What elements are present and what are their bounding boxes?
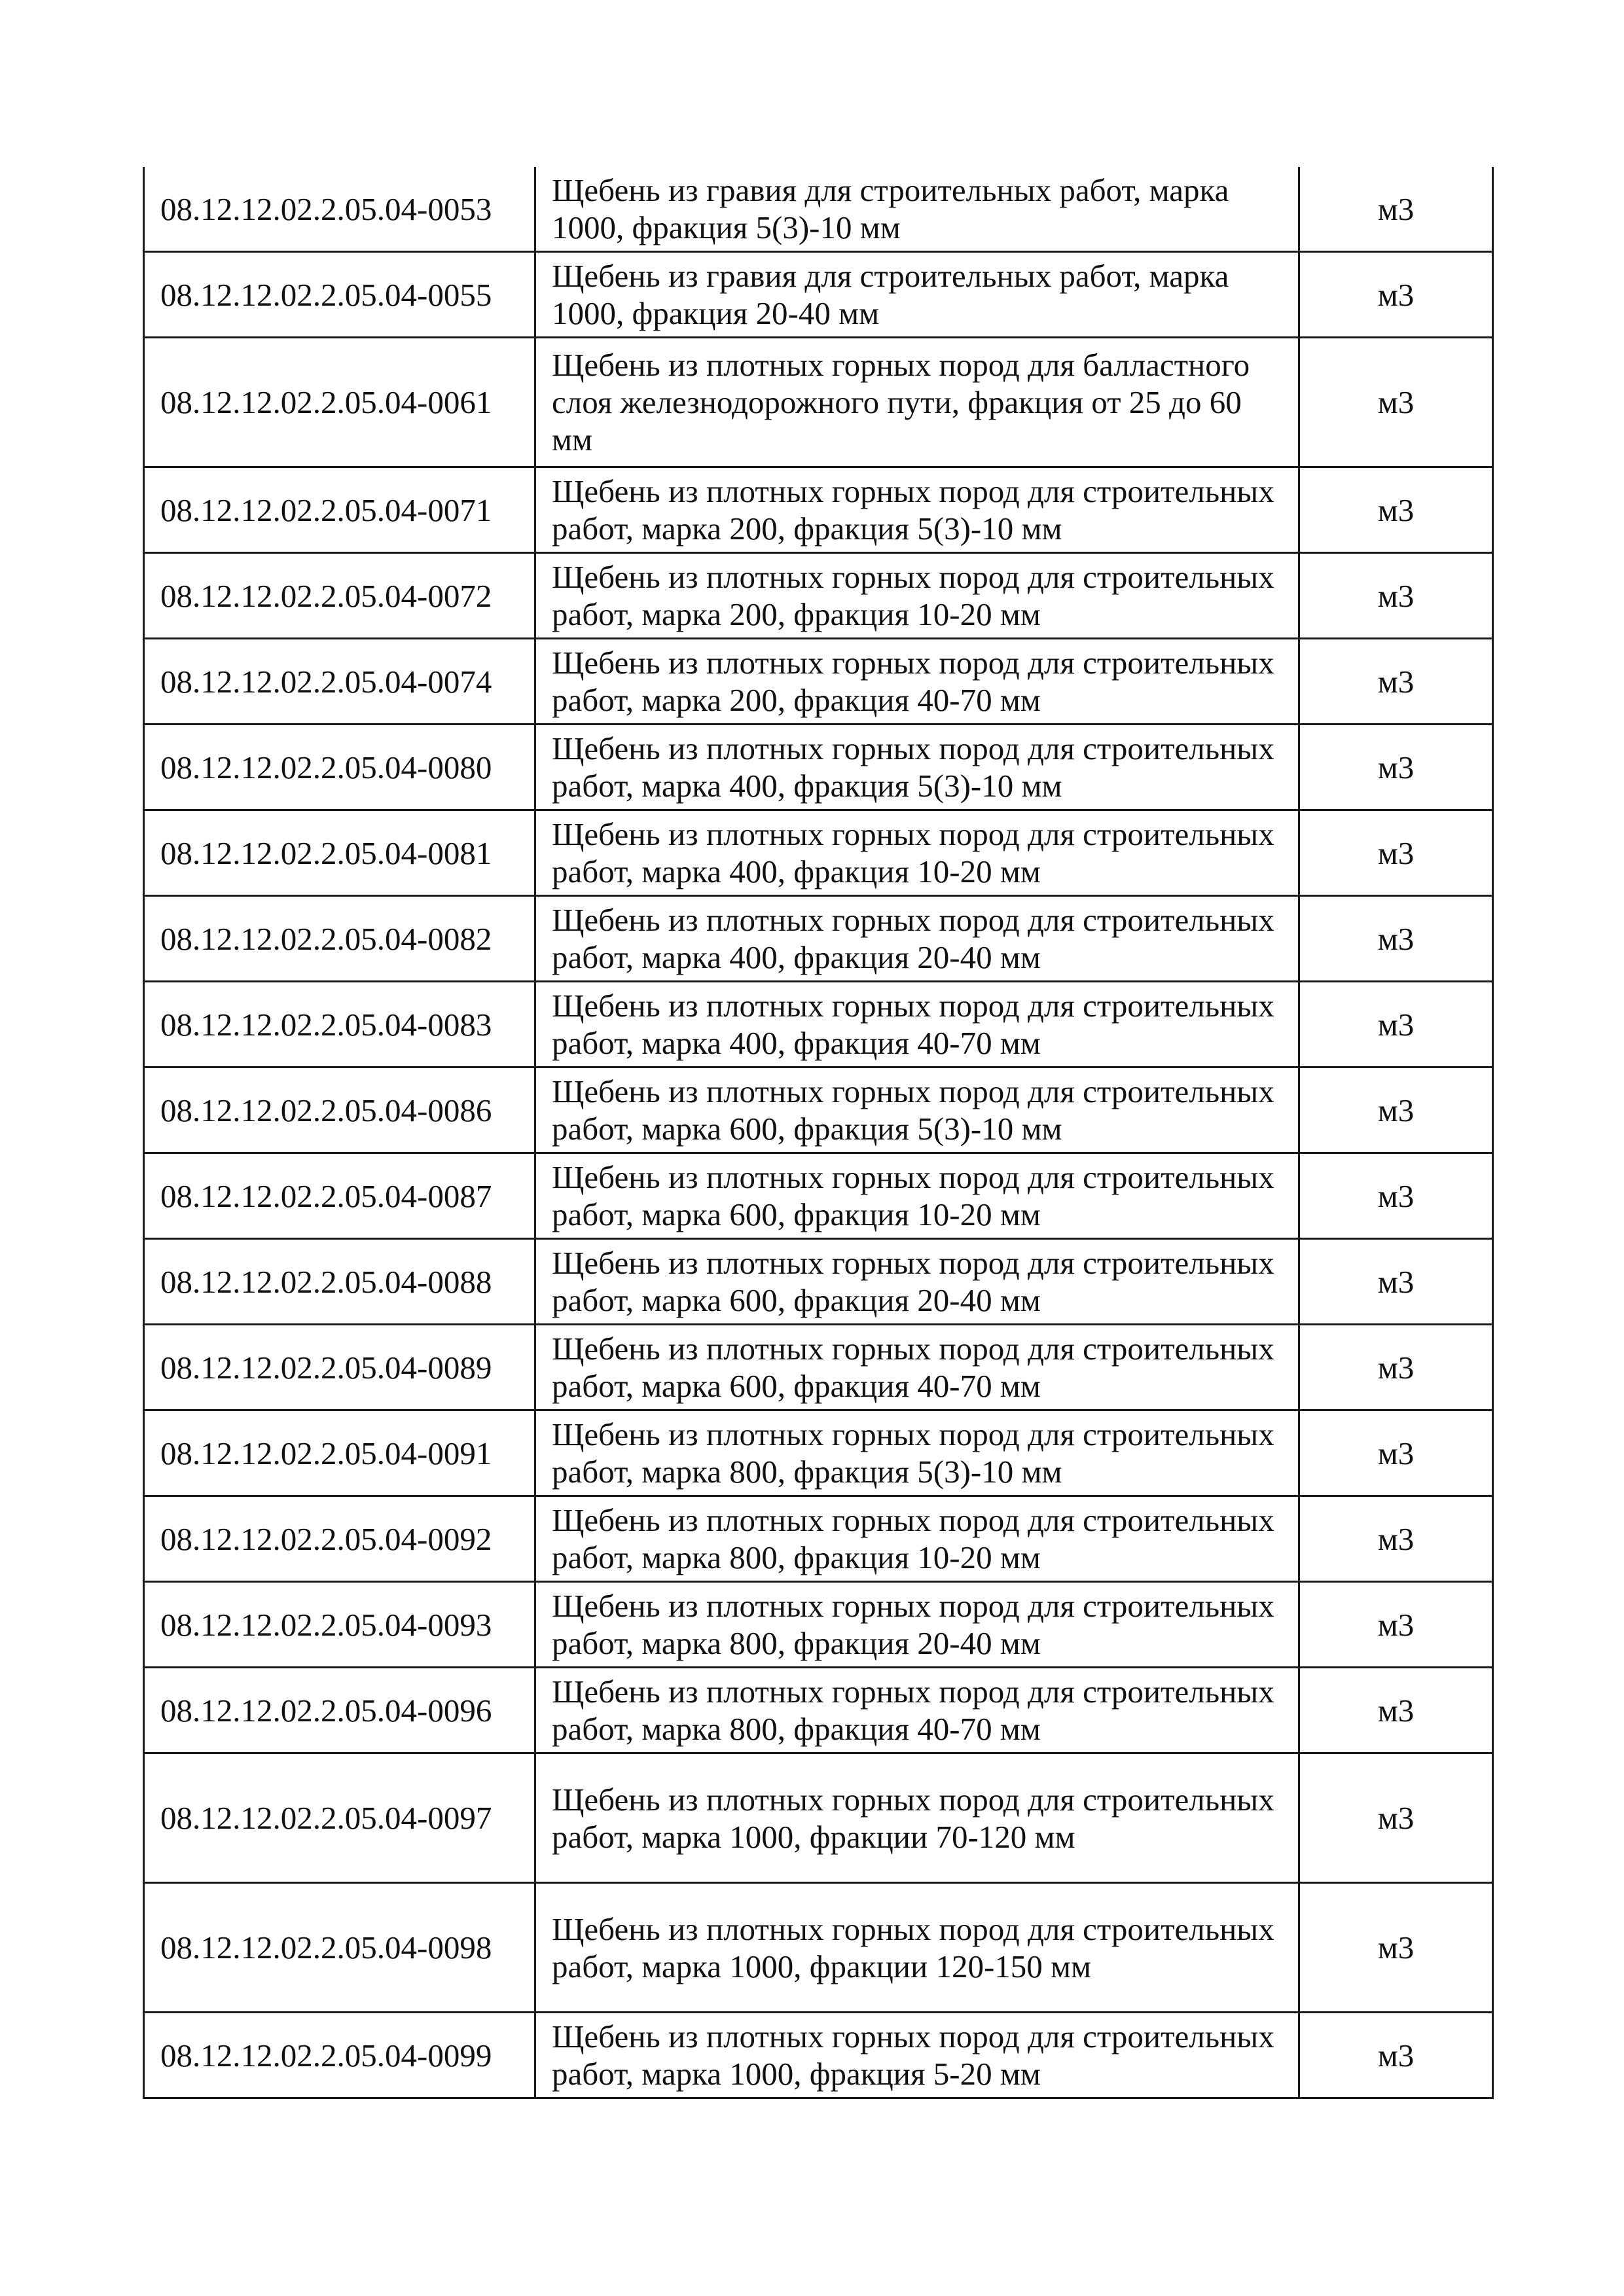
table-row xyxy=(144,810,1493,896)
description-cell: Щебень из плотных горных пород для строительных работ, марка 200, фракция 40-70 мм xyxy=(535,639,1299,725)
table-row xyxy=(144,1496,1493,1582)
description-cell: Щебень из плотных горных пород для строительных работ, марка 800, фракция 20-40 мм xyxy=(535,1582,1299,1668)
unit-cell: м3 xyxy=(1299,1753,1493,1883)
description-cell: Щебень из плотных горных пород для строительных работ, марка 1000, фракции 70-120 мм xyxy=(535,1753,1299,1883)
description-cell: Щебень из плотных горных пород для строительных работ, марка 1000, фракции 120-150 мм xyxy=(535,1883,1299,2013)
code-cell: 08.12.12.02.2.05.04-0081 xyxy=(144,810,535,896)
description-cell: Щебень из плотных горных пород для строительных работ, марка 800, фракция 10-20 мм xyxy=(535,1496,1299,1582)
unit-cell: м3 xyxy=(1299,252,1493,338)
unit-cell: м3 xyxy=(1299,553,1493,639)
unit-cell: м3 xyxy=(1299,1153,1493,1239)
table-row xyxy=(144,2013,1493,2098)
description-cell: Щебень из гравия для строительных работ, марка 1000, фракция 5(3)-10 мм xyxy=(535,167,1299,252)
materials-table-body xyxy=(144,167,1493,2098)
unit-cell: м3 xyxy=(1299,1668,1493,1753)
code-cell: 08.12.12.02.2.05.04-0074 xyxy=(144,639,535,725)
table-row xyxy=(144,1067,1493,1153)
unit-cell: м3 xyxy=(1299,1410,1493,1496)
code-cell: 08.12.12.02.2.05.04-0089 xyxy=(144,1325,535,1410)
table-row xyxy=(144,167,1493,252)
code-cell: 08.12.12.02.2.05.04-0053 xyxy=(144,167,535,252)
description-cell: Щебень из плотных горных пород для строительных работ, марка 400, фракция 40-70 мм xyxy=(535,982,1299,1067)
table-row xyxy=(144,1153,1493,1239)
table-row xyxy=(144,725,1493,810)
table-row xyxy=(144,1239,1493,1325)
unit-cell: м3 xyxy=(1299,725,1493,810)
table-row xyxy=(144,1582,1493,1668)
code-cell: 08.12.12.02.2.05.04-0088 xyxy=(144,1239,535,1325)
table-row xyxy=(144,1753,1493,1883)
code-cell: 08.12.12.02.2.05.04-0083 xyxy=(144,982,535,1067)
unit-cell: м3 xyxy=(1299,1883,1493,2013)
unit-cell: м3 xyxy=(1299,1496,1493,1582)
description-cell: Щебень из плотных горных пород для строительных работ, марка 600, фракция 20-40 мм xyxy=(535,1239,1299,1325)
unit-cell: м3 xyxy=(1299,982,1493,1067)
code-cell: 08.12.12.02.2.05.04-0061 xyxy=(144,338,535,467)
code-cell: 08.12.12.02.2.05.04-0071 xyxy=(144,467,535,553)
table-row xyxy=(144,639,1493,725)
table-row xyxy=(144,467,1493,553)
unit-cell: м3 xyxy=(1299,1582,1493,1668)
materials-table xyxy=(143,167,1494,2099)
code-cell: 08.12.12.02.2.05.04-0096 xyxy=(144,1668,535,1753)
code-cell: 08.12.12.02.2.05.04-0086 xyxy=(144,1067,535,1153)
description-cell: Щебень из плотных горных пород для строительных работ, марка 1000, фракция 5-20 мм xyxy=(535,2013,1299,2098)
code-cell: 08.12.12.02.2.05.04-0092 xyxy=(144,1496,535,1582)
unit-cell: м3 xyxy=(1299,810,1493,896)
description-cell: Щебень из плотных горных пород для строительных работ, марка 600, фракция 40-70 мм xyxy=(535,1325,1299,1410)
unit-cell: м3 xyxy=(1299,1239,1493,1325)
description-cell: Щебень из плотных горных пород для строительных работ, марка 800, фракция 40-70 мм xyxy=(535,1668,1299,1753)
code-cell: 08.12.12.02.2.05.04-0080 xyxy=(144,725,535,810)
unit-cell: м3 xyxy=(1299,338,1493,467)
description-cell: Щебень из гравия для строительных работ, марка 1000, фракция 20-40 мм xyxy=(535,252,1299,338)
unit-cell: м3 xyxy=(1299,467,1493,553)
table-row xyxy=(144,338,1493,467)
table-row xyxy=(144,1668,1493,1753)
unit-cell: м3 xyxy=(1299,639,1493,725)
code-cell: 08.12.12.02.2.05.04-0097 xyxy=(144,1753,535,1883)
unit-cell: м3 xyxy=(1299,2013,1493,2098)
unit-cell: м3 xyxy=(1299,1325,1493,1410)
description-cell: Щебень из плотных горных пород для строительных работ, марка 400, фракция 10-20 мм xyxy=(535,810,1299,896)
code-cell: 08.12.12.02.2.05.04-0087 xyxy=(144,1153,535,1239)
unit-cell: м3 xyxy=(1299,167,1493,252)
description-cell: Щебень из плотных горных пород для строительных работ, марка 600, фракция 10-20 мм xyxy=(535,1153,1299,1239)
table-row xyxy=(144,553,1493,639)
code-cell: 08.12.12.02.2.05.04-0091 xyxy=(144,1410,535,1496)
table-row xyxy=(144,1410,1493,1496)
table-row xyxy=(144,252,1493,338)
description-cell: Щебень из плотных горных пород для балластного слоя железнодорожного пути, фракция от 25 до 60 мм xyxy=(535,338,1299,467)
code-cell: 08.12.12.02.2.05.04-0072 xyxy=(144,553,535,639)
table-row xyxy=(144,1325,1493,1410)
description-cell: Щебень из плотных горных пород для строительных работ, марка 400, фракция 5(3)-10 мм xyxy=(535,725,1299,810)
code-cell: 08.12.12.02.2.05.04-0098 xyxy=(144,1883,535,2013)
code-cell: 08.12.12.02.2.05.04-0093 xyxy=(144,1582,535,1668)
table-row xyxy=(144,1883,1493,2013)
table-row xyxy=(144,896,1493,982)
code-cell: 08.12.12.02.2.05.04-0082 xyxy=(144,896,535,982)
unit-cell: м3 xyxy=(1299,1067,1493,1153)
table-row xyxy=(144,982,1493,1067)
code-cell: 08.12.12.02.2.05.04-0055 xyxy=(144,252,535,338)
unit-cell: м3 xyxy=(1299,896,1493,982)
description-cell: Щебень из плотных горных пород для строительных работ, марка 200, фракция 10-20 мм xyxy=(535,553,1299,639)
description-cell: Щебень из плотных горных пород для строительных работ, марка 600, фракция 5(3)-10 мм xyxy=(535,1067,1299,1153)
document-page xyxy=(143,167,1492,2099)
description-cell: Щебень из плотных горных пород для строительных работ, марка 800, фракция 5(3)-10 мм xyxy=(535,1410,1299,1496)
code-cell: 08.12.12.02.2.05.04-0099 xyxy=(144,2013,535,2098)
description-cell: Щебень из плотных горных пород для строительных работ, марка 400, фракция 20-40 мм xyxy=(535,896,1299,982)
description-cell: Щебень из плотных горных пород для строительных работ, марка 200, фракция 5(3)-10 мм xyxy=(535,467,1299,553)
